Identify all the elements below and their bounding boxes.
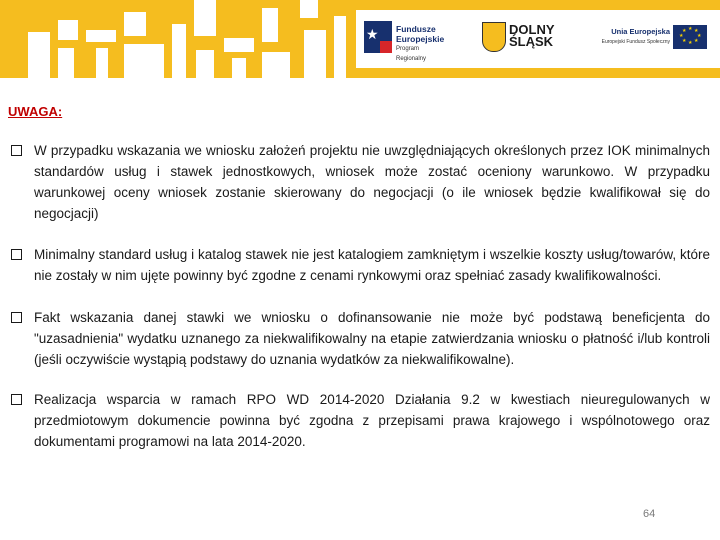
page-number: 64 (643, 508, 656, 520)
list-item (8, 244, 710, 286)
checkbox-bullet-icon (11, 145, 22, 156)
fe-star-icon: ★ (364, 21, 392, 53)
ds-line1: DOLNY (509, 22, 555, 37)
list-item-text: Fakt wskazania danej stawki we wniosku o dofinansowanie nie może być podstawą beneficjenta do "uzasadnienia" wydatku uznanego za niekwalifikowalny na etapie zatwierdzania wniosku o płatność i/lub kontroli (jeśli oczywiście wystąpią podstawy do uznania wydatków za niekwalifikowalne). (34, 310, 710, 367)
ds-line2: ŚLĄSK (509, 34, 554, 49)
list-item (8, 307, 710, 370)
eu-flag-icon: ★ ★ ★ ★ ★ ★ ★ ★ (673, 25, 707, 49)
checkbox-bullet-icon (11, 394, 22, 405)
fe-line1: Fundusze (396, 24, 436, 34)
list-item-text: W przypadku wskazania we wniosku założeń projektu nie uwzględniających określonych przez IOK minimalnych standardów usług i stawek jednostkowych, wniosek może zostać oceniony warunkowo. W przypadku warunkowej oceny wniosek zostanie skierowany do negocjacji (o ile wniosek będzie kwalifikował się do negocjacji) (34, 143, 710, 221)
list-item (8, 389, 710, 452)
fe-line3: Program Regionalny (396, 46, 427, 62)
list-item (8, 140, 710, 224)
list-item-text: Realizacja wsparcia w ramach RPO WD 2014-2020 Działania 9.2 w kwestiach nieuregulowanych w przedmiotowym dokumencie powinna być zgodna z przepisami prawa krajowego i wspólnotowego oraz dokumentami programowi na lata 2014-2020. (34, 392, 710, 449)
fe-line2: Europejskie (396, 34, 445, 44)
page-heading: UWAGA: (8, 104, 63, 119)
ue-line2: Europejski Fundusz Społeczny (601, 39, 670, 45)
checkbox-bullet-icon (11, 312, 22, 323)
header-banner (0, 0, 720, 78)
logos-bar (356, 10, 720, 68)
ue-line1: Unia Europejska (611, 27, 670, 36)
checkbox-bullet-icon (11, 249, 22, 260)
bullet-list (8, 140, 710, 452)
eagle-shield-icon (482, 22, 506, 52)
list-item-text: Minimalny standard usług i katalog stawek nie jest katalogiem zamkniętym i wszelkie koszty usług/towarów, które nie zostały w nim ujęte powinny być zgodne z cenami rynkowymi oraz spełniać zasady kwalifikowalności. (34, 247, 710, 283)
